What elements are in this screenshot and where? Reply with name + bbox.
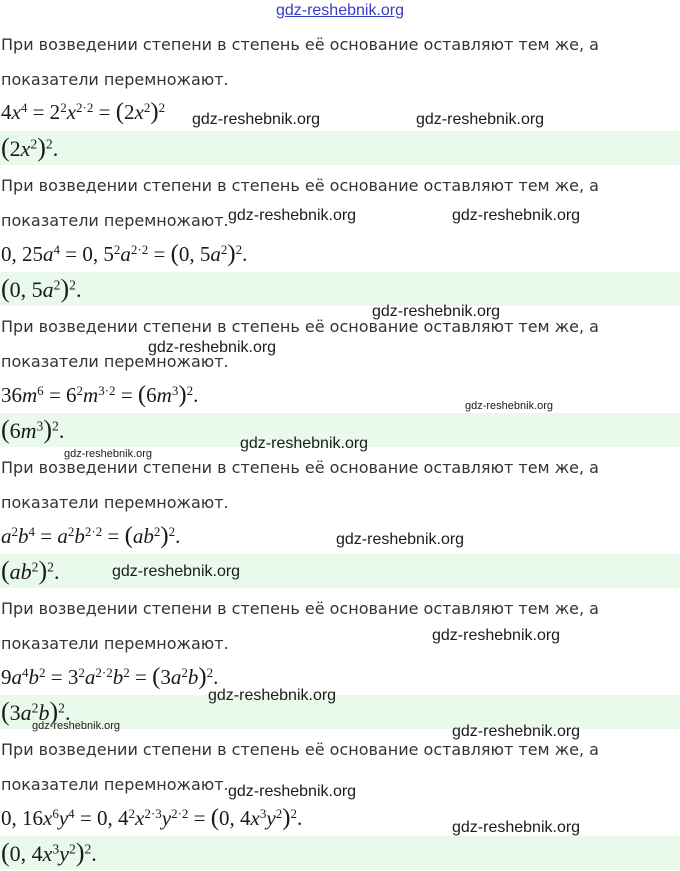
equation-2: 0, $25a^4 = 0$, $5^2a^{2\cdot 2} = (0$, $5a^2)^2$.: [1, 240, 248, 267]
watermark: gdz-reshebnik.org: [452, 819, 581, 836]
rule-text-line1: При возведении степени в степень её основание оставляют тем же, а: [1, 176, 599, 195]
rule-text-line1: При возведении степени в степень её основание оставляют тем же, а: [1, 740, 599, 759]
rule-text-line2: показатели перемножают.: [1, 775, 229, 794]
rule-text-line2: показатели перемножают.: [1, 634, 229, 653]
rule-text-line1: При возведении степени в степень её основание оставляют тем же, а: [1, 35, 599, 54]
answer-6: (0, $4x^3y^2)^2$.: [0, 836, 680, 870]
watermark: gdz-reshebnik.org: [240, 435, 369, 452]
site-link[interactable]: gdz-reshebnik.org: [275, 2, 405, 19]
rule-text-line2: показатели перемножают.: [1, 211, 229, 230]
watermark: gdz-reshebnik.org: [192, 111, 321, 128]
watermark: gdz-reshebnik.org: [228, 207, 357, 224]
rule-text-line1: При возведении степени в степень её основание оставляют тем же, а: [1, 317, 599, 336]
watermark: gdz-reshebnik.org: [452, 207, 581, 224]
watermark: gdz-reshebnik.org: [372, 303, 501, 320]
answer-1: $(2x^2)^2$.: [0, 131, 680, 165]
answer-4: $(ab^2)^2$.: [0, 554, 680, 588]
watermark: gdz-reshebnik.org: [32, 720, 121, 732]
equation-1: $4x^4 = 2^2x^{2\cdot 2} = (2x^2)^2$: [1, 98, 166, 125]
watermark: gdz-reshebnik.org: [228, 783, 357, 800]
rule-text-line2: показатели перемножают.: [1, 352, 229, 371]
answer-3: $(6m^3)^2$.: [0, 413, 680, 447]
watermark: gdz-reshebnik.org: [416, 111, 545, 128]
rule-text-line2: показатели перемножают.: [1, 493, 229, 512]
watermark: gdz-reshebnik.org: [208, 687, 337, 704]
watermark: gdz-reshebnik.org: [64, 448, 153, 460]
watermark: gdz-reshebnik.org: [465, 400, 554, 412]
watermark: gdz-reshebnik.org: [452, 723, 581, 740]
equation-5: $9a^4b^2 = 3^2a^{2\cdot 2}b^2 = (3a^2b)^2$.: [1, 663, 219, 690]
equation-3: $36m^6 = 6^2m^{3\cdot 2} = (6m^3)^2$.: [1, 381, 199, 408]
equation-4: $a^2b^4 = a^2b^{2\cdot 2} = (ab^2)^2$.: [1, 522, 181, 549]
equation-6: 0, $16x^6y^4 = 0$, $4^2x^{2\cdot 3}y^{2\cdot 2} = (0$, $4x^3y^2)^2$.: [1, 804, 303, 831]
watermark: gdz-reshebnik.org: [432, 627, 561, 644]
watermark: gdz-reshebnik.org: [336, 531, 465, 548]
rule-text-line2: показатели перемножают.: [1, 70, 229, 89]
watermark: gdz-reshebnik.org: [148, 339, 277, 356]
rule-text-line1: При возведении степени в степень её основание оставляют тем же, а: [1, 458, 599, 477]
rule-text-line1: При возведении степени в степень её основание оставляют тем же, а: [1, 599, 599, 618]
answer-2: (0, $5a^2)^2$.: [0, 272, 680, 306]
watermark: gdz-reshebnik.org: [112, 563, 241, 580]
answer-5: $(3a^2b)^2$.: [0, 695, 680, 729]
